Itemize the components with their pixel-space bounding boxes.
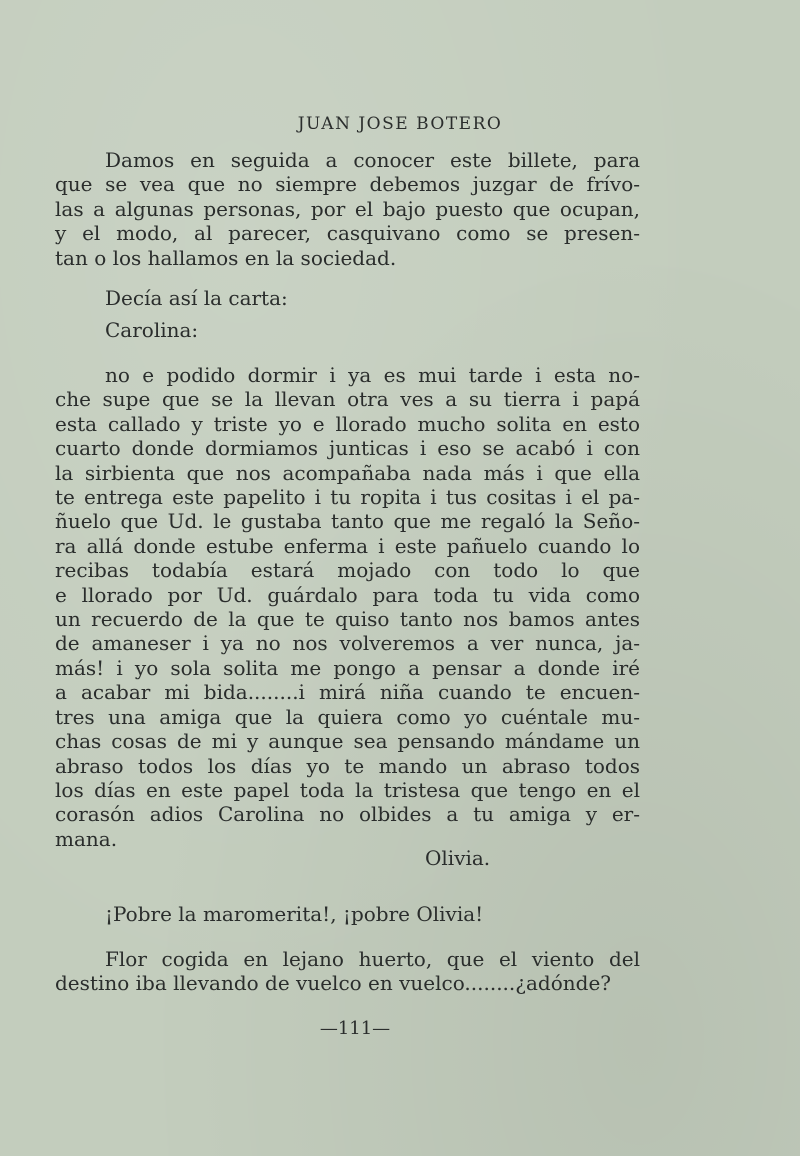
text-line: de amaneser i ya no nos volveremos a ver nunca, ja- (55, 631, 640, 656)
text-line: la sirbienta que nos acompañaba nada más i que ella (55, 460, 640, 485)
text-line: che supe que se la llevan otra ves a su tierra i papá (55, 387, 640, 412)
paragraph-closing (55, 947, 640, 996)
text-line: mana. (55, 826, 118, 851)
text-line: te entrega este papelito i tu ropita i tus cositas i el pa- (55, 485, 640, 510)
text-line: ra allá donde estube enferma i este pañuelo cuando lo (55, 533, 640, 558)
page-number: —111— (319, 1018, 391, 1039)
text-line: tan o los hallamos en la sociedad. (55, 245, 397, 270)
text-line: ¡Pobre la maromerita!, ¡pobre Olivia! (105, 902, 484, 926)
text-line: tres una amiga que la quiera como yo cuéntale mu- (55, 704, 640, 729)
text-line: a acabar mi bida........i mirá niña cuando te encuen- (55, 680, 640, 705)
text-line: abraso todos los días yo te mando un abraso todos (55, 753, 640, 778)
text-line: no e podido dormir i ya es mui tarde i esta no- (105, 363, 640, 387)
text-line: Decía así la carta: (105, 286, 288, 310)
text-line: e llorado por Ud. guárdalo para toda tu vida como (55, 582, 640, 607)
text-line: cuarto donde dormiamos junticas i eso se acabó i con (55, 436, 640, 461)
text-line: Flor cogida en lejano huerto, que el viento del (105, 947, 640, 971)
text-line: Carolina: (105, 318, 199, 342)
text-line: Damos en seguida a conocer este billete, para (105, 148, 640, 172)
text-line: ñuelo que Ud. le gustaba tanto que me regaló la Seño- (55, 509, 640, 534)
text-line: y el modo, al parecer, casquivano como se presen- (55, 221, 640, 246)
letter-body (55, 363, 640, 851)
text-line: un recuerdo de la que te quiso tanto nos bamos antes (55, 607, 640, 632)
text-line: recibas todabía estará mojado con todo lo que (55, 558, 640, 583)
text-line: esta callado y triste yo e llorado mucho solita en esto (55, 411, 640, 436)
text-line: chas cosas de mi y aunque sea pensando mándame un (55, 729, 640, 754)
text-line: que se vea que no siempre debemos juzgar de frívo- (55, 172, 640, 197)
paragraph-intro (55, 148, 640, 270)
paragraph-exclamation (55, 902, 640, 926)
letter-signature: Olivia. (425, 846, 491, 870)
text-line: las a algunas personas, por el bajo puesto que ocupan, (55, 196, 640, 221)
paragraph-letter-intro (55, 286, 640, 310)
text-line: corasón adios Carolina no olbides a tu amiga y er- (55, 802, 640, 827)
running-header: JUAN JOSE BOTERO (297, 114, 503, 134)
text-line: destino iba llevando de vuelco en vuelco........¿adónde? (55, 971, 612, 996)
text-line: los días en este papel toda la tristesa que tengo en el (55, 777, 640, 802)
letter-salutation (55, 318, 640, 342)
text-line: más! i yo sola solita me pongo a pensar a donde iré (55, 655, 640, 680)
